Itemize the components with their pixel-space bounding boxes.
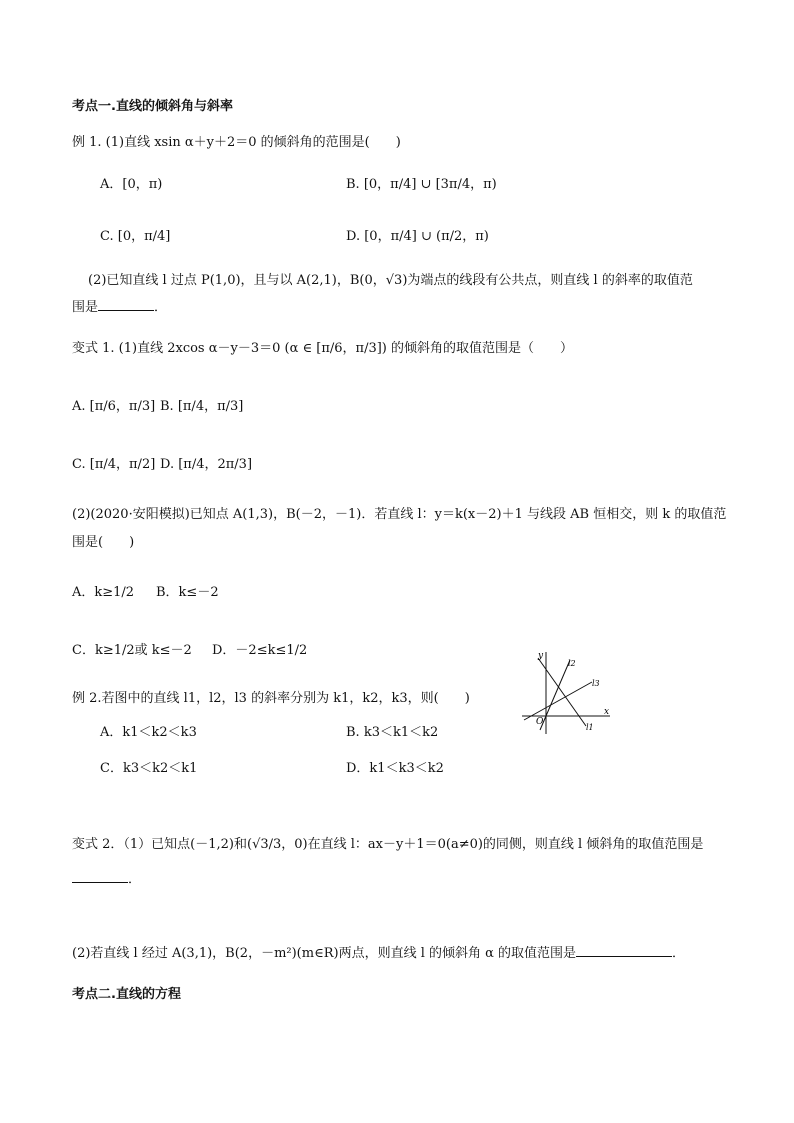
- l2-label: l2: [568, 659, 576, 668]
- line-l2: [540, 660, 570, 730]
- origin-label: O: [536, 717, 544, 727]
- lines-figure-svg: [516, 646, 616, 736]
- variant-1-question-2-line-2: 围是( ): [72, 535, 135, 550]
- variant-1-option-a: A. [π/6，π/3]: [72, 399, 156, 414]
- answer-blank[interactable]: [72, 868, 128, 883]
- example-1-option-a: A．[0，π): [100, 177, 163, 192]
- example-1-question-2-line-2: 围是 ．: [72, 296, 167, 317]
- y-axis-label: y: [538, 651, 544, 661]
- variant-1-option-b: B. [π/4，π/3]: [160, 399, 244, 414]
- example-2-option-d: D．k1＜k3＜k2: [346, 761, 444, 776]
- example-2-option-a: A．k1＜k2＜k3: [100, 725, 197, 740]
- example-2-option-c: C．k3＜k2＜k1: [100, 761, 198, 776]
- variant-1-q2-option-a: A．k≥1/2: [72, 585, 135, 600]
- section-title-1: 考点一.直线的倾斜角与斜率: [72, 99, 233, 114]
- example-1-option-c: C. [0，π/4]: [100, 229, 171, 244]
- l1-label: l1: [586, 723, 594, 732]
- variant-2-question-1-line-2: ．: [72, 868, 141, 889]
- variant-1-question-2-line-1: (2)(2020·安阳模拟)已知点 A(1,3)，B(－2，－1)．若直线 l：y＝k(x－2)＋1 与线段 AB 恒相交，则 k 的取值范: [72, 507, 727, 522]
- l3-label: l3: [592, 679, 600, 688]
- answer-blank[interactable]: [98, 296, 154, 311]
- variant-1-option-c: C. [π/4，π/2]: [72, 457, 156, 472]
- variant-2-question-2: (2)若直线 l 经过 A(3,1)，B(2，－m²)(m∈R)两点，则直线 l 的倾斜角 α 的取值范围是 ．: [72, 942, 685, 963]
- variant-1-q2-option-c: C．k≥1/2或 k≤－2: [72, 643, 192, 658]
- example-2-option-b: B. k3＜k1＜k2: [346, 725, 439, 740]
- question-text: (2)若直线 l 经过 A(3,1)，B(2，－m²)(m∈R)两点，则直线 l 的倾斜角 α 的取值范围是: [72, 946, 577, 961]
- x-axis-label: x: [604, 707, 610, 717]
- question-text: 围是: [72, 300, 99, 315]
- example-2-question: 例 2.若图中的直线 l1，l2，l3 的斜率分别为 k1，k2，k3，则( ): [72, 691, 470, 706]
- variant-2-question-1-line-1: 变式 2．（1）已知点(－1,2)和(√3/3，0)在直线 l：ax－y＋1＝0(a≠0)的同侧，则直线 l 倾斜角的取值范围是: [72, 837, 704, 852]
- example-1-option-d: D. [0，π/4] ∪ (π/2，π): [346, 229, 489, 244]
- answer-blank[interactable]: [576, 942, 672, 957]
- variant-1-question-1: 变式 1. (1)直线 2xcos α－y－3＝0 (α ∈ [π/6，π/3]) 的倾斜角的取值范围是（ ）: [72, 341, 574, 356]
- variant-1-q2-option-b: B．k≤－2: [156, 585, 219, 600]
- lines-figure: [516, 646, 616, 736]
- section-title-2: 考点二.直线的方程: [72, 987, 181, 1002]
- example-1-question-2-line-1: (2)已知直线 l 过点 P(1,0)，且与以 A(2,1)，B(0，√3)为端点的线段有公共点，则直线 l 的斜率的取值范: [88, 273, 693, 288]
- example-1-option-b: B. [0，π/4] ∪ [3π/4，π): [346, 177, 497, 192]
- example-1-question-1: 例 1. (1)直线 xsin α＋y＋2＝0 的倾斜角的范围是( ): [72, 135, 401, 150]
- variant-1-q2-option-d: D．－2≤k≤1/2: [212, 643, 308, 658]
- variant-1-option-d: D. [π/4，2π/3]: [160, 457, 253, 472]
